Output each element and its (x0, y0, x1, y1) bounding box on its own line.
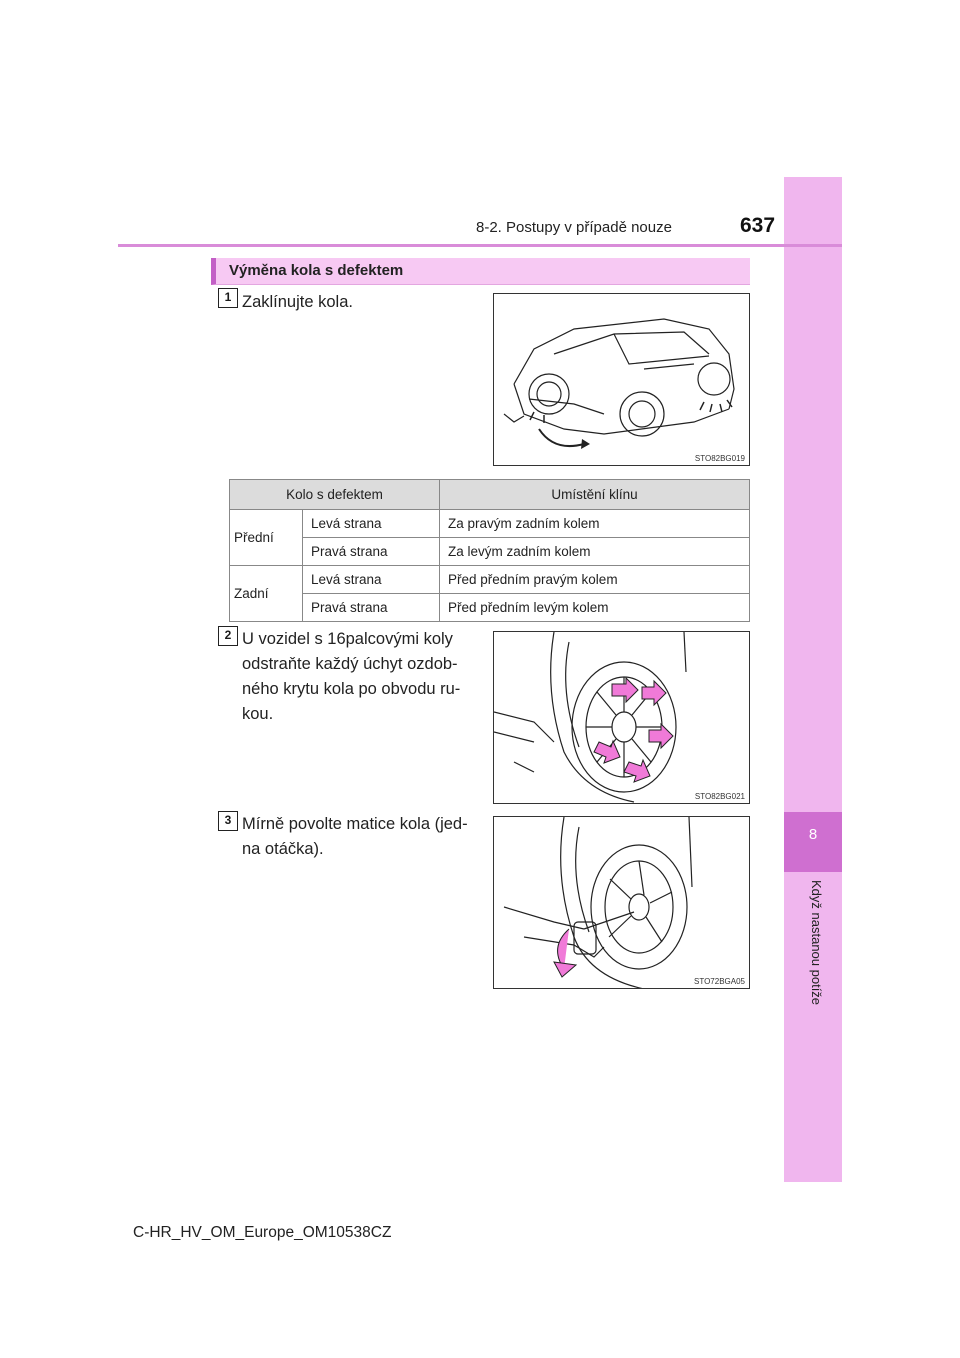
document-footer: C-HR_HV_OM_Europe_OM10538CZ (133, 1224, 392, 1241)
figure-step-1 (493, 293, 750, 466)
step-text-3 (242, 812, 476, 862)
figure-code: STO72BGA05 (694, 977, 745, 986)
figure-step-2 (493, 631, 750, 804)
wheel-cover-clips-icon (494, 632, 750, 804)
header-rule (118, 244, 842, 247)
table-header: Umístění klínu (440, 480, 750, 510)
table-cell-group: Zadní (230, 566, 303, 622)
step-text-1: Zaklínujte kola. (242, 293, 353, 311)
text-line: na otáčka). (242, 840, 324, 858)
text-line: kou. (242, 705, 274, 723)
table-cell: Levá strana (303, 566, 440, 594)
text-line: U vozidel s 16palcovými koly (242, 630, 453, 648)
table-cell: Pravá strana (303, 594, 440, 622)
step-number-2: 2 (218, 626, 238, 646)
chapter-label: Když nastanou potíže (809, 880, 824, 1006)
text-line: Mírně povolte matice kola (jed- (242, 815, 468, 833)
figure-code: STO82BG019 (694, 454, 745, 463)
table-row (230, 566, 750, 594)
table-row (230, 510, 750, 538)
table-cell: Za levým zadním kolem (440, 538, 750, 566)
section-title: 8-2. Postupy v případě nouze (476, 219, 672, 236)
table-header: Kolo s defektem (230, 480, 440, 510)
figure-step-3 (493, 816, 750, 989)
lug-wrench-icon (494, 817, 750, 989)
step-text-2 (242, 627, 476, 727)
car-wheel-chock-icon (494, 294, 750, 466)
table-cell: Před předním pravým kolem (440, 566, 750, 594)
chapter-number: 8 (808, 826, 818, 843)
text-line: odstraňte každý úchyt ozdob- (242, 655, 458, 673)
table-cell: Za pravým zadním kolem (440, 510, 750, 538)
table-cell: Pravá strana (303, 538, 440, 566)
table-cell: Levá strana (303, 510, 440, 538)
section-heading-text: Výměna kola s defektem (229, 262, 404, 279)
table-cell: Před předním levým kolem (440, 594, 750, 622)
text-line: ného krytu kola po obvodu ru- (242, 680, 461, 698)
page-number: 637 (740, 214, 776, 237)
figure-code: STO82BG021 (694, 792, 745, 801)
table-row (230, 594, 750, 622)
wedge-location-table (229, 479, 750, 622)
step-number-1: 1 (218, 288, 238, 308)
table-cell-group: Přední (230, 510, 303, 566)
step-number-3: 3 (218, 811, 238, 831)
table-row (230, 538, 750, 566)
section-heading (211, 258, 750, 285)
